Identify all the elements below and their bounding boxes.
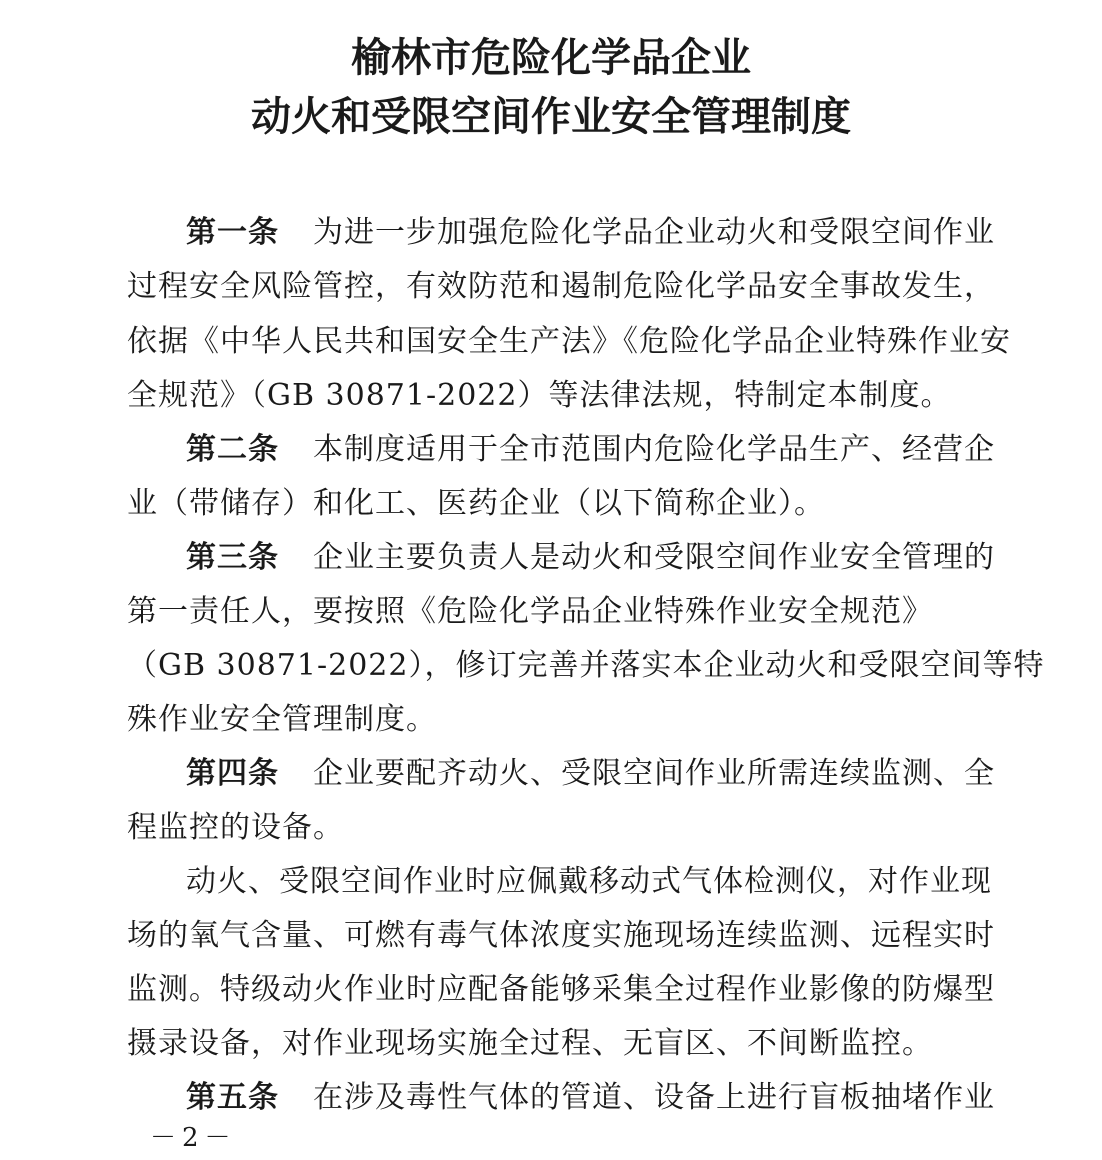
paragraph-line-4: 摄录设备，对作业现场实施全过程、无盲区、不间断监控。 — [127, 1026, 933, 1061]
article-3-line-4: 殊作业安全管理制度。 — [127, 702, 437, 737]
article-5-first-line — [186, 1078, 995, 1118]
article-3-line-3: （GB 30871-2022），修订完善并落实本企业动火和受限空间等特 — [127, 648, 1045, 683]
article-2-line-2: 业（带储存）和化工、医药企业（以下简称企业）。 — [127, 486, 825, 521]
article-1-line-2: 过程安全风险管控，有效防范和遏制危险化学品安全事故发生， — [127, 269, 995, 304]
page-number: －2－ — [150, 1123, 237, 1153]
article-1-line-4: 全规范》（GB 30871-2022）等法律法规，特制定本制度。 — [127, 378, 952, 413]
paragraph-line-2: 场的氧气含量、可燃有毒气体浓度实施现场连续监测、远程实时 — [127, 918, 995, 953]
article-1-label: 第一条 — [186, 215, 279, 250]
article-4-line-2: 程监控的设备。 — [127, 810, 344, 845]
article-2-text: 本制度适用于全市范围内危险化学品生产、经营企 — [313, 432, 995, 467]
article-1-first-line — [186, 213, 995, 253]
article-4-label: 第四条 — [186, 756, 279, 791]
article-4-first-line — [186, 754, 995, 794]
article-4-text: 企业要配齐动火、受限空间作业所需连续监测、全 — [313, 756, 995, 791]
article-2-first-line — [186, 430, 995, 470]
paragraph-line-3: 监测。特级动火作业时应配备能够采集全过程作业影像的防爆型 — [127, 972, 995, 1007]
article-5-label: 第五条 — [186, 1080, 279, 1115]
article-3-label: 第三条 — [186, 540, 279, 575]
document-title-line-1: 榆林市危险化学品企业 — [351, 35, 751, 81]
article-1-line-3: 依据《中华人民共和国安全生产法》《危险化学品企业特殊作业安 — [127, 324, 1011, 359]
article-1-text: 为进一步加强危险化学品企业动火和受限空间作业 — [313, 215, 995, 250]
article-3-line-2: 第一责任人，要按照《危险化学品企业特殊作业安全规范》 — [127, 594, 933, 629]
article-3-text: 企业主要负责人是动火和受限空间作业安全管理的 — [313, 540, 995, 575]
paragraph-line-1: 动火、受限空间作业时应佩戴移动式气体检测仪，对作业现 — [186, 864, 992, 899]
article-2-label: 第二条 — [186, 432, 279, 467]
article-3-first-line — [186, 538, 995, 578]
document-title-line-2: 动火和受限空间作业安全管理制度 — [251, 94, 851, 140]
article-5-text: 在涉及毒性气体的管道、设备上进行盲板抽堵作业 — [313, 1080, 995, 1115]
